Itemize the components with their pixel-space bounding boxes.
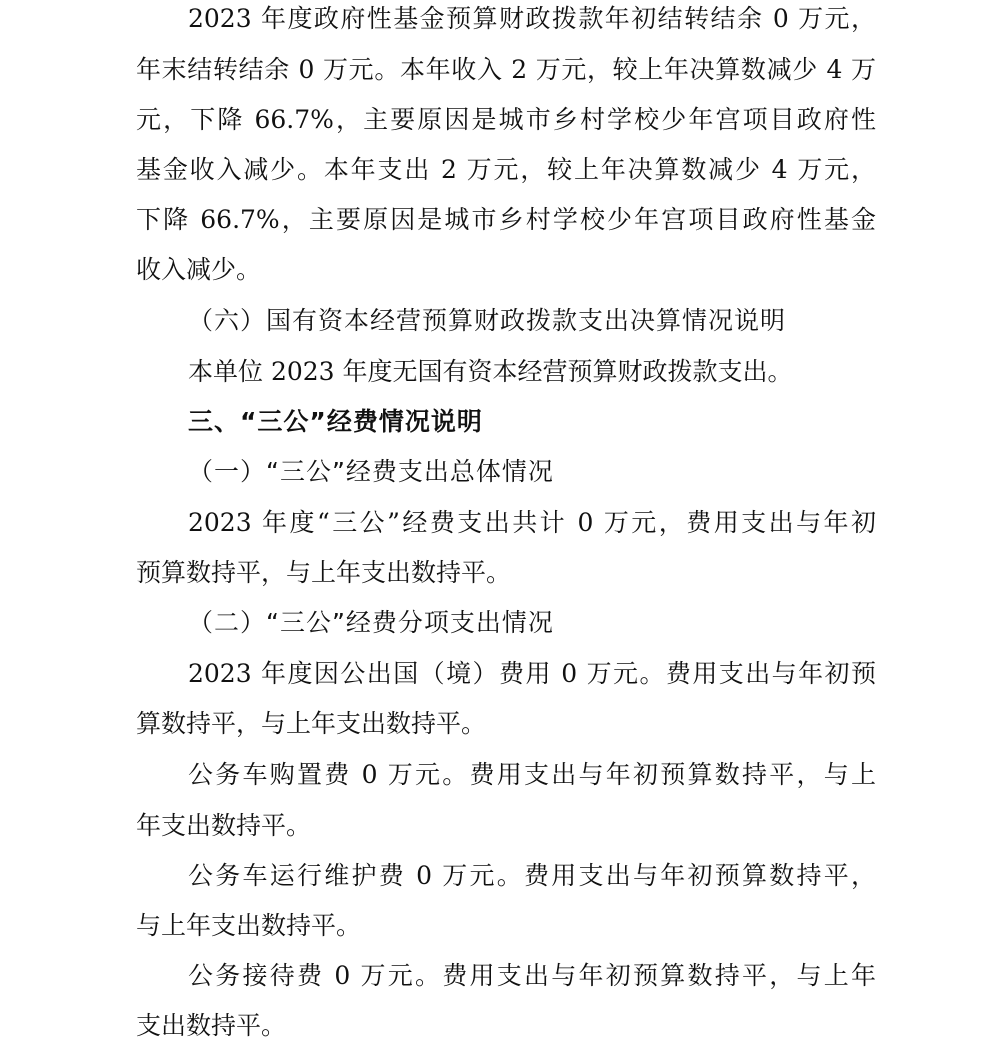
body-text-line: 基金收入减少。本年支出 2 万元，较上年决算数减少 4 万元， <box>136 155 876 184</box>
body-text-line: 支出数持平。 <box>136 1011 287 1040</box>
body-text-line: 收入减少。 <box>136 255 262 284</box>
body-text-line: 算数持平，与上年支出数持平。 <box>136 709 487 738</box>
subsection-heading: （六）国有资本经营预算财政拨款支出决算情况说明 <box>188 306 787 335</box>
body-text-line: 元，下降 66.7%，主要原因是城市乡村学校少年宫项目政府性 <box>136 105 876 134</box>
body-text-line: 公务车运行维护费 0 万元。费用支出与年初预算数持平， <box>188 861 876 890</box>
section-heading: 三、“三公”经费情况说明 <box>188 407 483 436</box>
body-text-line: 本单位 2023 年度无国有资本经营预算财政拨款支出。 <box>188 357 793 386</box>
body-text-line: 预算数持平，与上年支出数持平。 <box>136 558 512 587</box>
body-text-line: 与上年支出数持平。 <box>136 911 362 940</box>
body-text-line: 年末结转结余 0 万元。本年收入 2 万元，较上年决算数减少 4 万 <box>136 55 876 84</box>
body-text-line: 2023 年度“三公”经费支出共计 0 万元，费用支出与年初 <box>188 508 876 537</box>
body-text-line: 公务接待费 0 万元。费用支出与年初预算数持平，与上年 <box>188 961 876 990</box>
subsection-heading: （二）“三公”经费分项支出情况 <box>188 608 554 637</box>
body-text-line: 年支出数持平。 <box>136 811 312 840</box>
subsection-heading: （一）“三公”经费支出总体情况 <box>188 457 554 486</box>
body-text-line: 2023 年度政府性基金预算财政拨款年初结转结余 0 万元， <box>188 4 876 33</box>
body-text-line: 下降 66.7%，主要原因是城市乡村学校少年宫项目政府性基金 <box>136 205 876 234</box>
body-text-line: 2023 年度因公出国（境）费用 0 万元。费用支出与年初预 <box>188 659 876 688</box>
body-text-line: 公务车购置费 0 万元。费用支出与年初预算数持平，与上 <box>188 760 876 789</box>
